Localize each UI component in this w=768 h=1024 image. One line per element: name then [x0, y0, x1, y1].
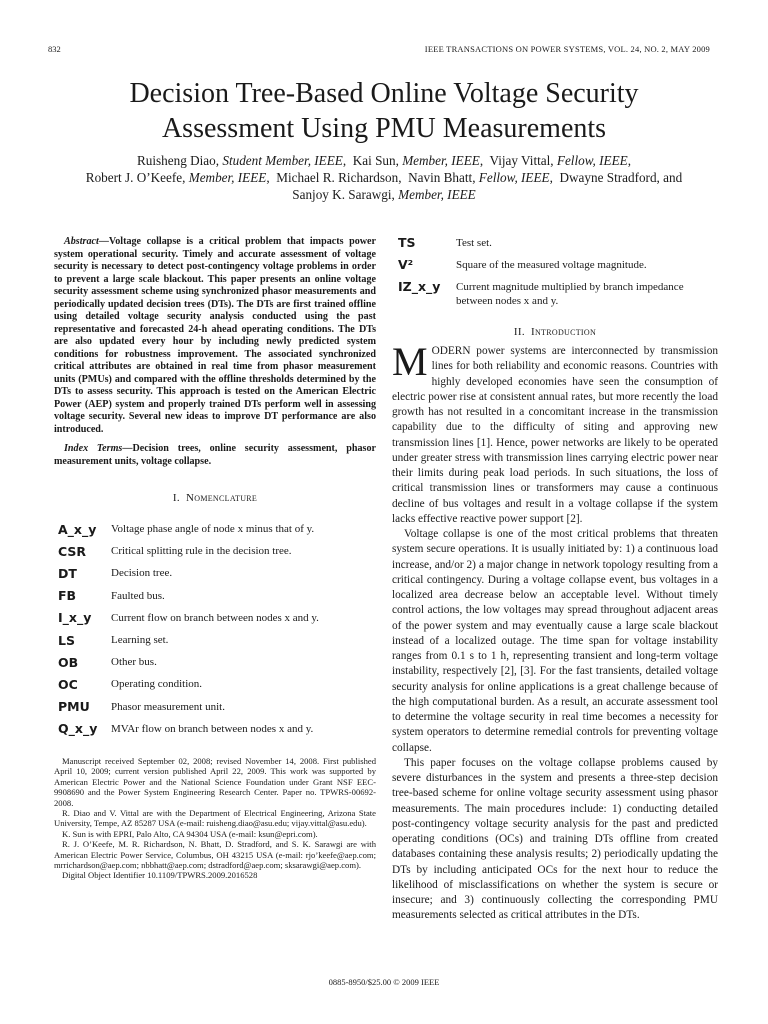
nomenclature-def: Learning set. [111, 634, 169, 647]
nomenclature-item [54, 673, 376, 695]
nomenclature-abbr: IZ_x_y [398, 279, 441, 294]
author-name: Ruisheng Diao [137, 153, 216, 168]
nomenclature-item [54, 562, 376, 584]
footnote-doi: Digital Object Identifier 10.1109/TPWRS.2009.2016528 [62, 870, 258, 881]
nomenclature-abbr: I_x_y [58, 610, 92, 626]
author-name: Robert J. O’Keefe [85, 170, 183, 185]
author-name: Vijay Vittal [489, 153, 551, 168]
nomenclature-item [54, 696, 376, 718]
index-terms [54, 443, 376, 468]
nomenclature-def: Test set. [456, 237, 492, 249]
authors-and: and [663, 170, 683, 185]
paper-title [40, 76, 728, 146]
author-name: Dwayne Stradford [559, 170, 657, 185]
author-name: Navin Bhatt [408, 170, 473, 185]
author-role: Fellow, IEEE [556, 153, 628, 168]
nomenclature-def: Voltage phase angle of node x minus that of y. [111, 523, 315, 536]
author-list: Ruisheng Diao, Student Member, IEEE, Kai Sun, Member, IEEE, Vijay Vittal, Fellow, IEEE, Robert J. O’Keefe, Member, IEEE, Michael R. Richardson, Navin Bhatt, Fellow, IEEE, Dwayne Stradford, and Sanjoy K. Sarawgi, Member, IEEE [85, 153, 683, 202]
author-role: Member, IEEE [402, 153, 480, 168]
abstract [54, 236, 376, 436]
nomenclature-def: Faulted bus. [111, 589, 165, 602]
nomenclature-def: Current magnitude multiplied by branch impedance between nodes x and y. [456, 281, 684, 307]
nomenclature-item [54, 607, 376, 629]
nomenclature-abbr: V² [398, 257, 414, 272]
footnote-manuscript: Manuscript received September 02, 2008; revised November 14, 2008. First published April 10, 2009; current version published April 22, 2009. This work was supported by American Electric Power and the National Science Foundation under Grant NSF EEC-9908690 and the Power System Engineering Research Center. Paper no. TPWRS-00692-2008. [54, 755, 376, 808]
section-number: II. [513, 326, 525, 338]
nomenclature-list-continued [392, 236, 718, 308]
nomenclature-def: Other bus. [111, 656, 157, 669]
nomenclature-abbr: Q_x_y [58, 721, 98, 737]
index-terms-text: —Decision trees, online security assessment, phasor measurement units, voltage collapse. [54, 443, 376, 467]
nomenclature-abbr: LS [58, 632, 75, 648]
abstract-text: —Voltage collapse is a critical problem that impacts power system operational security. Timely and accurate assessment of voltage security is necessary to detect post-contingency voltage problems in order to prevent a large scale blackout. This paper presents an online voltage security assessment scheme using synchronized phasor measurements and periodically updated decision trees (DTs). The DTs are first trained offline using detailed voltage security analysis conducted using the past representative and forecasted 24-h ahead operating conditions. The DTs are also updated every hour by including newly predicted system conditions for robustness improvement. The associated synchronized critical attributes are obtained in real time from phasor measurement units (PMUs) and compared with the offline thresholds determined by the DTs to assess security. This approach is tested on the American Electric Power (AEP) system and properly trained DTs perform well in assessing voltage security. Several new ideas to improve DT performance are also introduced. [54, 236, 376, 435]
section-title: Introduction [531, 326, 597, 338]
nomenclature-abbr: CSR [58, 543, 87, 559]
nomenclature-heading [54, 492, 376, 504]
nomenclature-item [54, 651, 376, 673]
section-number: I. [172, 492, 180, 504]
footnote-affiliation: K. Sun is with EPRI, Palo Alto, CA 94304 USA (e-mail: ksun@epri.com). [62, 828, 318, 839]
left-column [54, 236, 376, 881]
nomenclature-abbr: FB [58, 588, 77, 604]
nomenclature-def: Decision tree. [111, 567, 173, 580]
nomenclature-item [392, 258, 718, 272]
journal-header: IEEE TRANSACTIONS ON POWER SYSTEMS, VOL. 24, NO. 2, MAY 2009 [424, 44, 710, 54]
intro-paragraph-3: This paper focuses on the voltage collapse problems caused by severe disturbances in the system and presents a three-step decision tree-based scheme for online voltage security assessment using phasor measurements. The main procedures include: 1) conducting detailed post-contingency voltage security analysis for the past and predicted operating conditions (OCs) and training DTs offline from created databases containing these analysis results; 2) periodically updating the DTs by including anticipated OCs for the next hour to reduce the likelihood of misclassifications on whether the system is secure or insecure; and 3) continuously collecting the corresponding PMU measurements selected as critical attributes in the DTs. [392, 756, 718, 922]
abstract-label: Abstract [64, 236, 99, 247]
introduction-heading [392, 326, 718, 338]
copyright-footer: 0885-8950/$25.00 © 2009 IEEE [328, 977, 440, 987]
intro-paragraph-2: Voltage collapse is one of the most critical problems that threaten system secure operations. It is usually initiated by: 1) a continuous load increase, and/or 2) a major change in network topology resulting from a critical contingency. During a voltage collapse event, bus voltages in a localized area decrease below an acceptable level. Without timely control actions, the low voltages may spread throughout adjacent areas of the power system and may eventually cause a large scale blackout instead of a localized outage. The time span for voltage instability ranges from 0.1 s to 1 h, representing transient and long-term voltage instability, respectively [2], [3]. For the fast transients, detailed voltage security analysis for online applications is a great challenge because of the high computational burden. As a result, an accurate assessment tool to determine the voltage security in real time becomes a necessity for system operators to determine remedial controls for preventing voltage collapse. [392, 528, 718, 754]
author-name: Sanjoy K. Sarawgi [292, 187, 392, 202]
nomenclature-abbr: TS [398, 235, 416, 250]
nomenclature-def: Square of the measured voltage magnitude. [456, 259, 647, 271]
footnote [54, 756, 376, 881]
nomenclature-abbr: OB [58, 654, 79, 670]
footnote-affiliation: R. J. O’Keefe, M. R. Richardson, N. Bhatt, D. Stradford, and S. K. Sarawgi are with American Electric Power Service, Columbus, OH 43215 USA (e-mail: rjo’keefe@aep.com; mrrichardson@aep.com; nbbhatt@aep.com; dstradford@aep.com; sksarawgi@aep.com). [54, 839, 376, 870]
nomenclature-item [54, 629, 376, 651]
nomenclature-def: Operating condition. [111, 678, 203, 691]
nomenclature-item [54, 518, 376, 540]
footnote-affiliation: R. Diao and V. Vittal are with the Department of Electrical Engineering, Arizona State University, Tempe, AZ 85287 USA (e-mail: ruisheng.diao@asu.edu; vijay.vittal@asu.edu). [54, 807, 376, 829]
author-role: Student Member, IEEE [222, 153, 343, 168]
author-role: Fellow, IEEE [478, 170, 550, 185]
page-number: 832 [48, 44, 61, 54]
nomenclature-item [54, 540, 376, 562]
nomenclature-item [392, 280, 718, 308]
section-title: Nomenclature [186, 492, 258, 504]
index-terms-label: Index Terms [64, 443, 123, 454]
nomenclature-def: Current flow on branch between nodes x and y. [111, 611, 319, 624]
title-line-2: Assessment Using PMU Measurements [161, 113, 607, 144]
author-name: Michael R. Richardson [276, 170, 399, 185]
nomenclature-def: MVAr flow on branch between nodes x and y. [111, 722, 314, 735]
intro-text: power systems are interconnected by transmission lines for both reliability and economic reasons. Countries with highly developed economies have seen the consumption of electric power rise at consistent annual rates, but more recently the load growth has not resulted in a concomitant increase in the transmission capability due to the difficulty of siting and approving new transmission lines [1]. Hence, power networks are likely to be operated under greater stress with transmission lines carrying electric power near their limits during peak load periods. In such situations, the loss of critical transmission lines or transformers may cause a continuous decline of bus voltages and result in a voltage collapse if the system lacks effective reactive power support [2]. [392, 345, 718, 525]
author-role: Member, IEEE [188, 170, 267, 185]
drop-cap: M [392, 339, 428, 384]
nomenclature-abbr: PMU [58, 699, 90, 715]
nomenclature-def: Critical splitting rule in the decision tree. [111, 545, 292, 558]
nomenclature-item [392, 236, 718, 250]
author-name: Kai Sun [352, 153, 396, 168]
title-line-1: Decision Tree-Based Online Voltage Security [129, 78, 639, 109]
nomenclature-item [54, 718, 376, 740]
right-column [392, 236, 718, 924]
nomenclature-item [54, 585, 376, 607]
nomenclature-abbr: A_x_y [58, 521, 97, 537]
intro-paragraph-1 [392, 339, 718, 527]
nomenclature-def: Phasor measurement unit. [111, 700, 225, 713]
nomenclature-abbr: OC [58, 676, 78, 692]
nomenclature-list [54, 518, 376, 740]
nomenclature-abbr: DT [58, 565, 77, 581]
intro-first-word: ODERN [431, 345, 471, 357]
author-role: Member, IEEE [398, 187, 476, 202]
